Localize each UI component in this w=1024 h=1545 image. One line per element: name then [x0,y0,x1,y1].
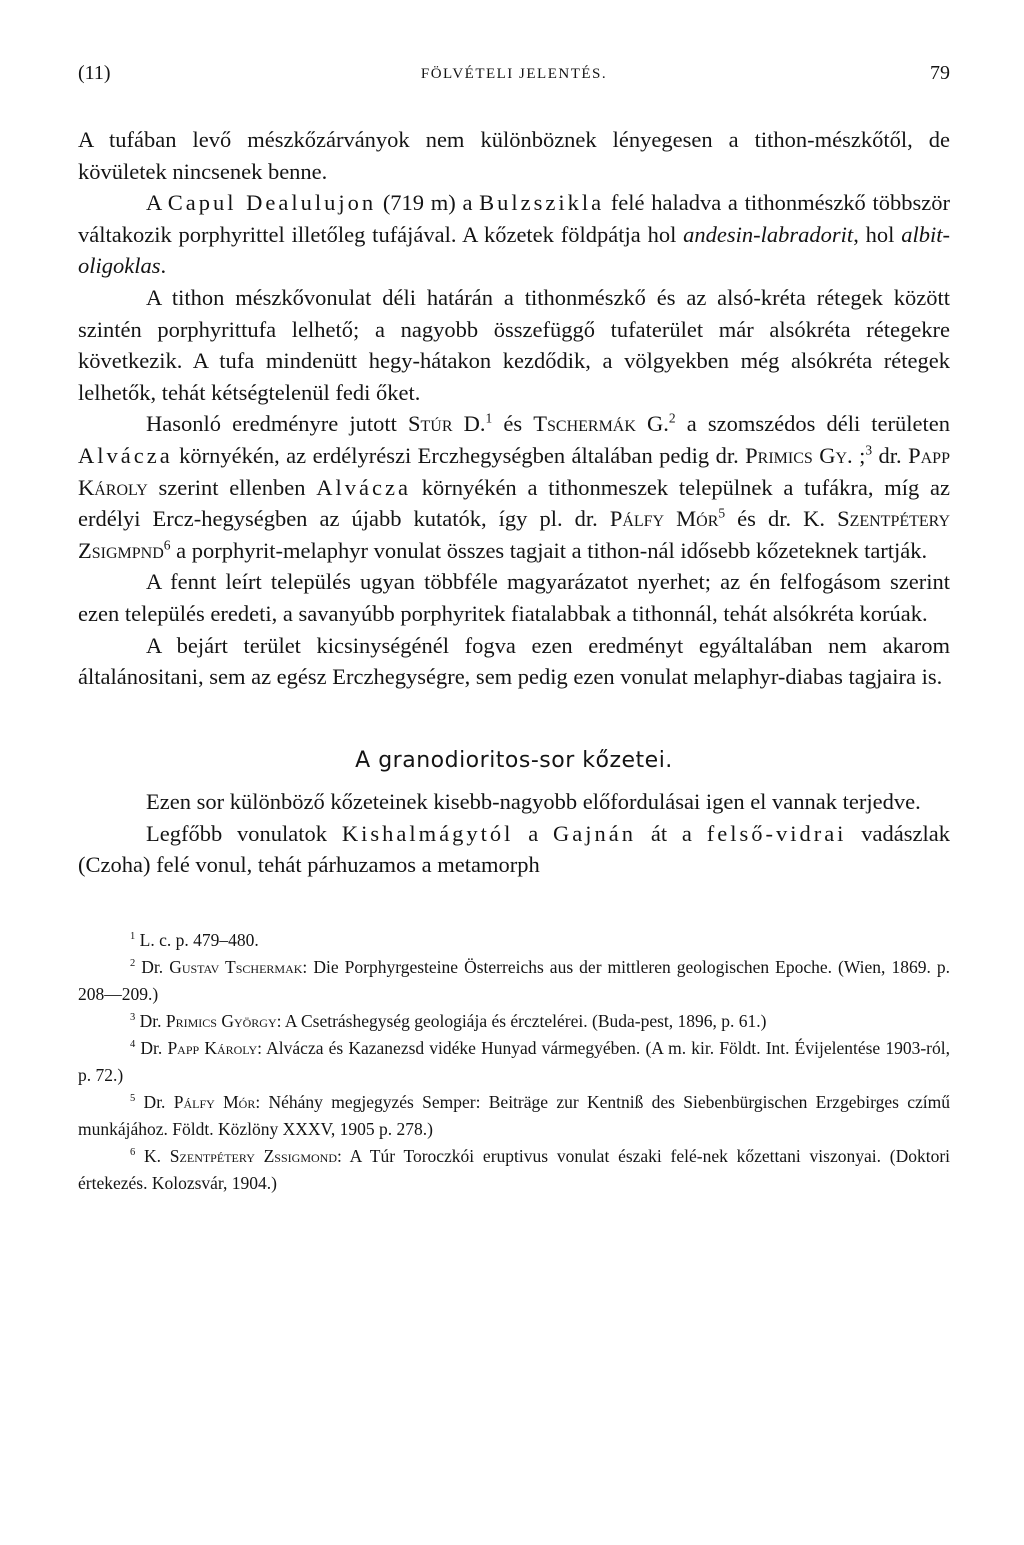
page-number: 79 [930,62,950,84]
main-text [78,124,950,881]
footnote: $^4$ Dr. Papp Károly: Alvácza és Kazanezsd vidéke Hunyad vármegyében. (A m. kir. Földt. Int. Évijelentése 1903-ról, p. 72.) [78,1038,950,1086]
footnote: $^6$ K. Szentpétery Zssigmond: A Túr Toroczkói eruptivus vonulat északi felé-nek kőzettani viszonyai. (Doktori értekezés. Kolozsvár, 1904.) [78,1146,951,1194]
footnote: $^3$ Dr. Primics György: A Csetráshegység geologiája és ércztelérei. (Buda-pest, 1896, p. 61.) [130,1011,767,1032]
paragraph-3: A tithon mészkővonulat déli határán a tithonmészkő és az alsó-kréta rétegek között szintén porphyrittufa lelhető; a nagyobb összefüggő tufaterület már alsókréta rétegekre következik. A tufa mindenütt hegy-hátakon kezdődik, a völgyekben még alsókréta rétegek lelhetők, tehát kétségtelenül fedi őket. [78,284,950,405]
paragraph-1: A tufában levő mészkőzárványok nem különböznek lényegesen a tithon-mészkőtől, de kövületek nincsenek benne. [78,127,950,184]
footnotes [78,927,950,1197]
footnote: $^2$ Dr. Gustav Tschermak: Die Porphyrgesteine Österreichs aus der mittleren geologischen Epoche. (Wien, 1869. p. 208—209.) [78,957,950,1005]
footnote: $^5$ Dr. Pálfy Mór: Néhány megjegyzés Semper: Beiträge zur Kentniß des Siebenbürgischen Erzgebirges czímű munkájához. Földt. Közlöny XXXV, 1905 p. 278.) [78,1092,950,1140]
running-title: FÖLVÉTELI JELENTÉS. [420,66,608,82]
footnote: $^1$ L. c. p. 479–480. [130,930,259,951]
paragraph-6: A bejárt terület kicsinységénél fogva ezen eredményt egyáltalában nem akarom általánositani, sem az egész Erczhegységre, sem pedig ezen vonulat melaphyr-diabas tagjaira is. [78,632,950,690]
paragraph-2: A Capul Dealulujon (719 m) a Bulzszikla felé haladva a tithonmészkő többször váltakozik porphyrittel illetőleg tufájával. A kőzetek földpátja hol andesin-labradorit, hol albit-oligoklas. [78,190,950,279]
section-paragraph-2: Legfőbb vonulatok Kishalmágytól a Gajnán át a felső-vidrai vadászlak (Czoha) felé vonul, tehát párhuzamos a metamorph [78,820,950,878]
paragraph-5: A fennt leírt település ugyan többféle magyarázatot nyerhet; az én felfogásom szerint ezen település eredeti, a savanyúbb porphyritek fiatalabbak a tithonnál, tehát alsókréta korúak. [78,569,950,626]
running-header [78,62,950,92]
section-paragraph-1: Ezen sor különböző kőzeteinek kisebb-nagyobb előfordulásai igen el vannak terjedve. [146,789,921,815]
page [78,62,950,1197]
paragraph-4: Hasonló eredményre jutott Stúr D.$^1$ és Tschermák G.$^2$ a szomszédos déli területen Alvácza környékén, az erdélyrészi Erczhegységben általában pedig dr. Primics Gy. ;$^3$ dr. Papp Károly szerint ellenben Alvácza környékén a tithonmeszek települnek a tufákra, míg az erdélyi Ercz-hegységben az újabb kutatók, így pl. dr. Pálfy Mór$^5$ és dr. K. Szentpétery Zsigmpnd$^6$ a porphyrit-melaphyr vonulat összes tagjait a tithon-nál idősebb kőzeteknek tartják. [78,410,951,563]
page-label: (11) [78,62,111,84]
section-heading: A granodioritos-sor kőzetei. [355,747,673,773]
